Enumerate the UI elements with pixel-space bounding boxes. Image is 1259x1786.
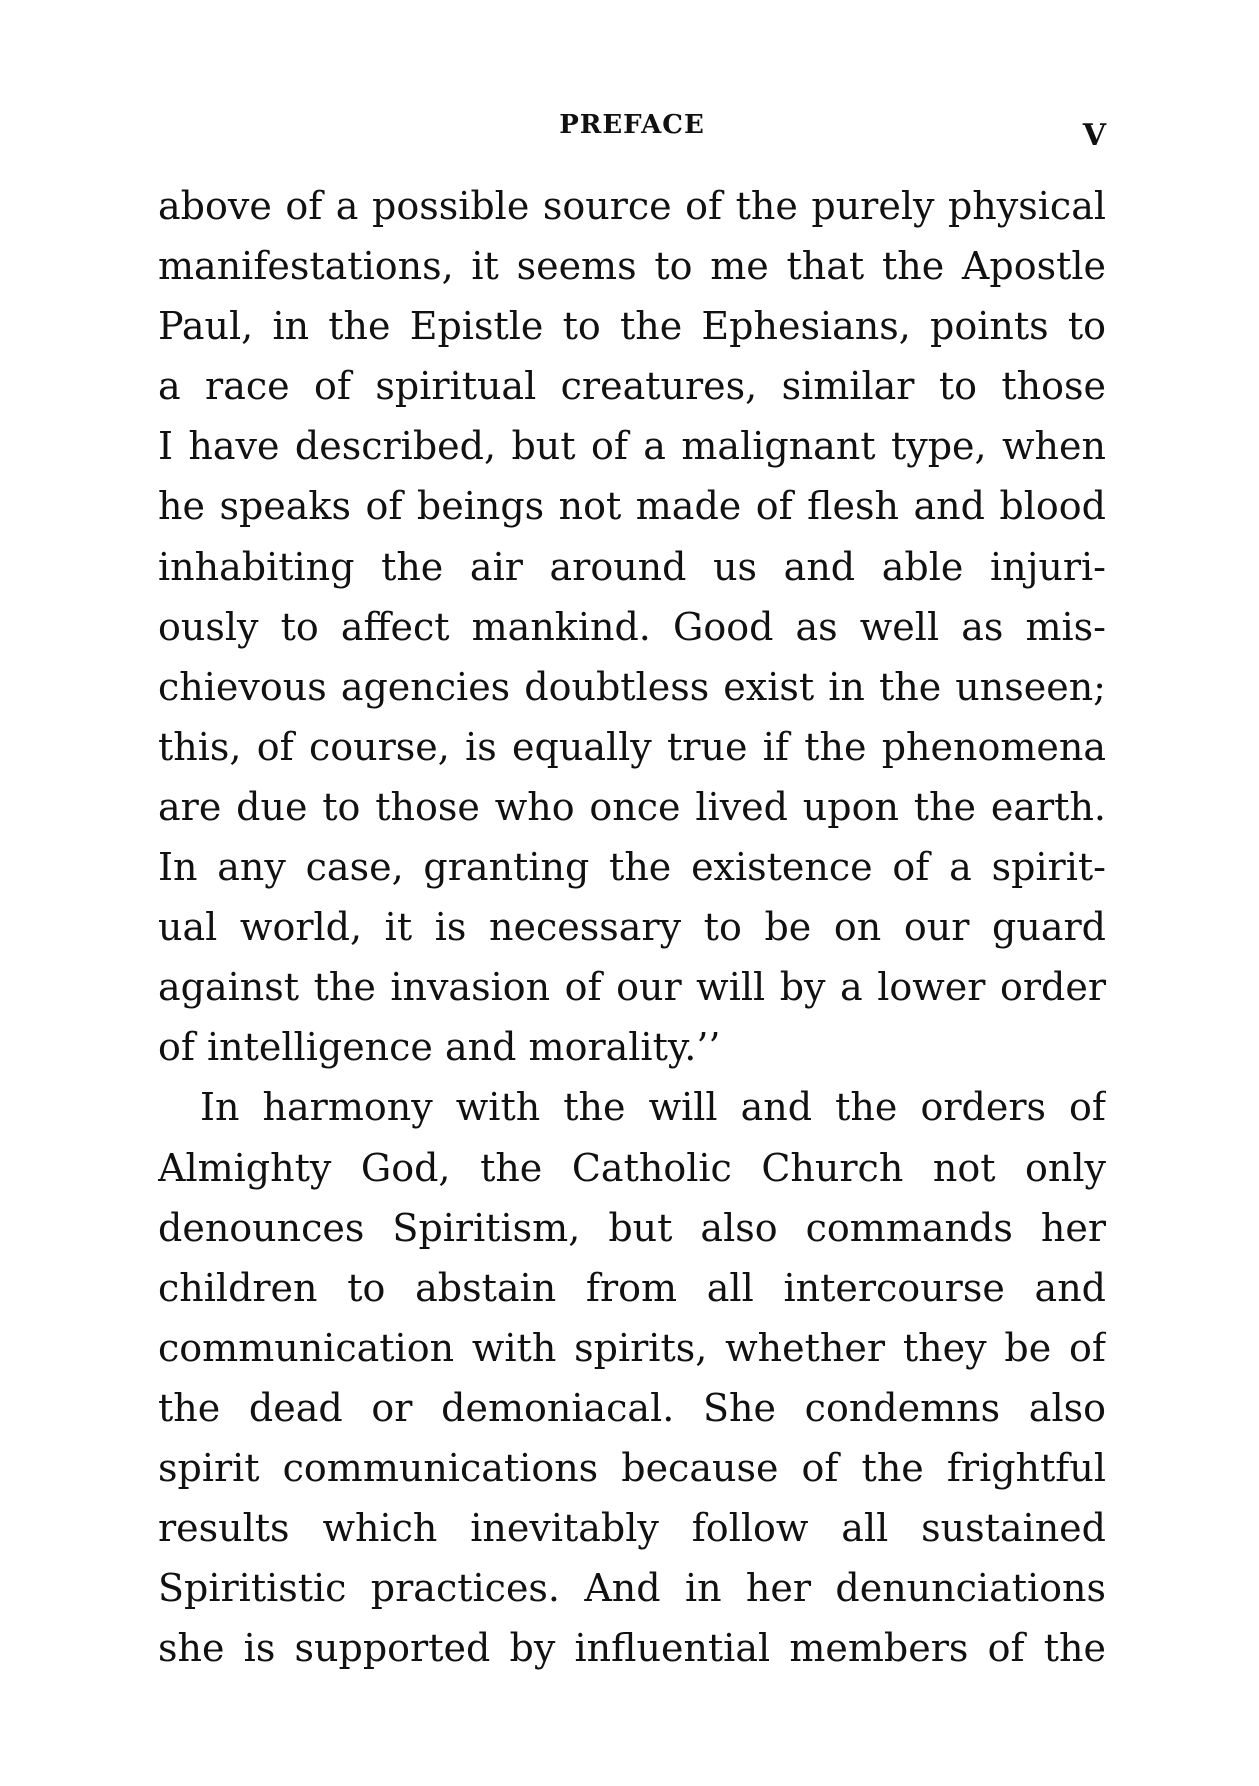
text-line: a race of spiritual creatures, similar to those <box>158 364 1106 409</box>
text-line: Spiritistic practices. And in her denunciations <box>158 1566 1106 1611</box>
body-text <box>158 176 1106 1678</box>
running-title: PREFACE <box>559 110 705 140</box>
text-line: spirit communications because of the frightful <box>158 1445 1106 1490</box>
text-line: are due to those who once lived upon the earth. <box>158 784 1106 829</box>
text-line: above of a possible source of the purely physical <box>158 184 1106 228</box>
text-line: Almighty God, the Catholic Church not only <box>158 1145 1106 1190</box>
text-line: this, of course, is equally true if the phenomena <box>158 724 1106 769</box>
text-line: inhabiting the air around us and able injuri- <box>158 544 1106 589</box>
text-line: of intelligence and morality.’’ <box>158 1025 721 1070</box>
text-line: he speaks of beings not made of flesh and blood <box>158 484 1106 529</box>
text-line: the dead or demoniacal. She condemns also <box>158 1385 1106 1430</box>
page-number: V <box>1082 118 1106 153</box>
paragraph-2 <box>158 1077 1106 1678</box>
running-head <box>158 104 1106 153</box>
paragraph-1 <box>158 176 1106 1077</box>
text-line: communication with spirits, whether they be of <box>158 1325 1106 1370</box>
text-line: against the invasion of our will by a lower order <box>158 965 1106 1010</box>
text-line: ously to affect mankind. Good as well as mis- <box>158 604 1106 649</box>
text-line: In harmony with the will and the orders of <box>200 1085 1106 1130</box>
text-line: she is supported by influential members of the <box>158 1626 1106 1671</box>
text-line: Paul, in the Epistle to the Ephesians, points to <box>158 304 1106 349</box>
text-line: denounces Spiritism, but also commands her <box>158 1205 1106 1250</box>
text-line: chievous agencies doubtless exist in the unseen; <box>158 664 1106 709</box>
text-line: ual world, it is necessary to be on our guard <box>158 905 1106 950</box>
text-line: In any case, granting the existence of a spirit- <box>158 845 1106 890</box>
text-line: children to abstain from all intercourse and <box>158 1265 1106 1310</box>
text-line: I have described, but of a malignant type, when <box>158 424 1106 469</box>
text-line: manifestations, it seems to me that the Apostle <box>158 244 1106 289</box>
text-line: results which inevitably follow all sustained <box>158 1506 1106 1551</box>
